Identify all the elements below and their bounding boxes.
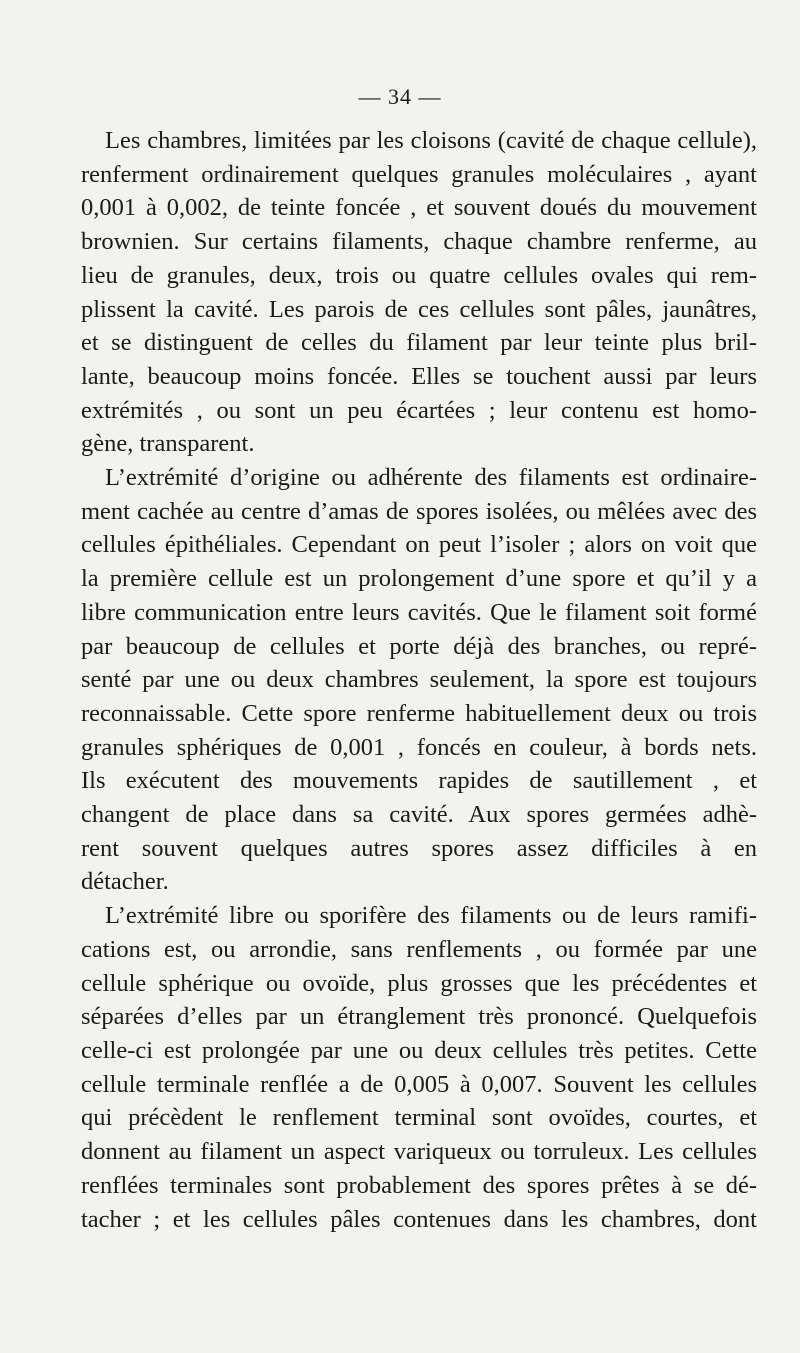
text-line: qui précèdent le renflement terminal sont ovoïdes, courtes, et (81, 1104, 757, 1132)
text-line: séparées d’elles par un étranglement très prononcé. Quelquefois (81, 1003, 757, 1031)
text-line: brownien. Sur certains filaments, chaque chambre renferme, au (81, 228, 757, 256)
body-text (81, 124, 757, 1236)
text-line: tacher ; et les cellules pâles contenues dans les chambres, dont (81, 1205, 757, 1233)
text-line: libre communication entre leurs cavités. Que le filament soit formé (81, 598, 757, 626)
text-line: cellules épithéliales. Cependant on peut l’isoler ; alors on voit que (81, 531, 757, 559)
text-line: cellule terminale renflée a de 0,005 à 0,007. Souvent les cellules (81, 1070, 757, 1098)
text-line: celle-ci est prolongée par une ou deux cellules très petites. Cette (81, 1036, 757, 1064)
text-line: Les chambres, limitées par les cloisons (cavité de chaque cellule), (105, 127, 757, 154)
text-line: lante, beaucoup moins foncée. Elles se touchent aussi par leurs (81, 362, 757, 390)
text-line: changent de place dans sa cavité. Aux spores germées adhè- (81, 801, 757, 829)
text-line: ment cachée au centre d’amas de spores isolées, ou mêlées avec des (81, 497, 757, 525)
text-line: renferment ordinairement quelques granules moléculaires , ayant (81, 160, 757, 188)
text-line: granules sphériques de 0,001 , foncés en couleur, à bords nets. (81, 733, 757, 761)
text-line: gène, transparent. (81, 430, 255, 458)
text-line: cations est, ou arrondie, sans renflements , ou formée par une (81, 935, 757, 963)
text-line: détacher. (81, 868, 169, 896)
text-line: par beaucoup de cellules et porte déjà des branches, ou repré- (81, 632, 757, 660)
text-line: donnent au filament un aspect variqueux ou torruleux. Les cellules (81, 1138, 757, 1166)
text-line: renflées terminales sont probablement des spores prêtes à se dé- (81, 1171, 757, 1199)
text-line: la première cellule est un prolongement d’une spore et qu’il y a (81, 565, 757, 593)
text-line: plissent la cavité. Les parois de ces cellules sont pâles, jaunâtres, (81, 295, 757, 323)
text-line: cellule sphérique ou ovoïde, plus grosses que les précédentes et (81, 969, 757, 997)
text-line: extrémités , ou sont un peu écartées ; leur contenu est homo- (81, 396, 757, 424)
text-line: reconnaissable. Cette spore renferme habituellement deux ou trois (81, 699, 757, 727)
page-number: — 34 — (358, 84, 442, 109)
text-line: rent souvent quelques autres spores assez difficiles à en (81, 834, 757, 862)
text-line: et se distinguent de celles du filament par leur teinte plus bril- (81, 329, 757, 357)
text-line: 0,001 à 0,002, de teinte foncée , et souvent doués du mouvement (81, 194, 757, 222)
text-line: L’extrémité d’origine ou adhérente des filaments est ordinaire- (105, 464, 757, 492)
text-line: senté par une ou deux chambres seulement, la spore est toujours (81, 666, 757, 694)
text-line: lieu de granules, deux, trois ou quatre cellules ovales qui rem- (81, 261, 757, 289)
text-line: Ils exécutent des mouvements rapides de sautillement , et (81, 767, 757, 795)
text-line: L’extrémité libre ou sporifère des filaments ou de leurs ramifi- (105, 902, 757, 930)
